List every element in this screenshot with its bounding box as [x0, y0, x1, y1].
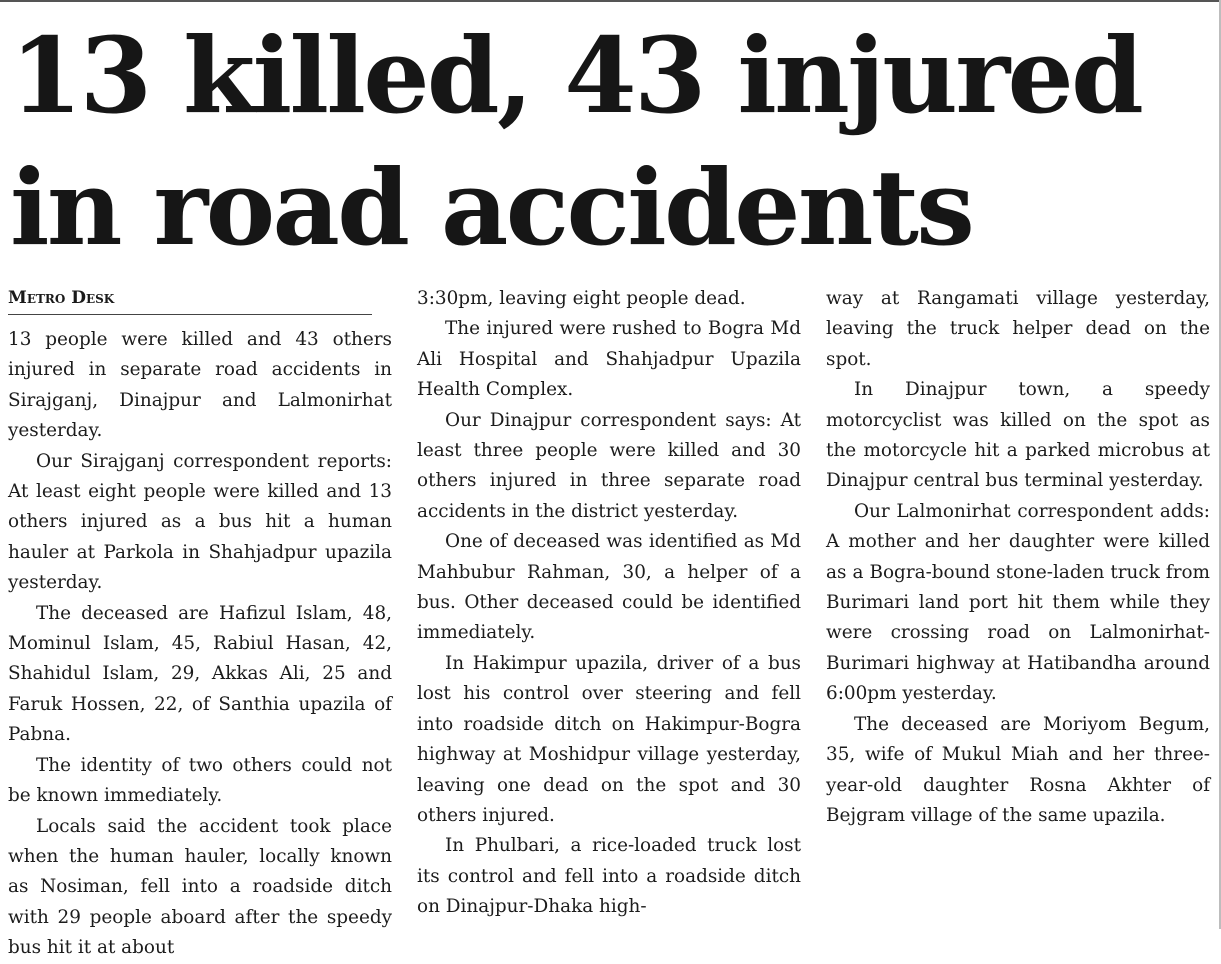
- paragraph: The identity of two others could not be known immediately.: [8, 754, 392, 807]
- column-3: [826, 284, 1210, 831]
- paragraph: The injured were rushed to Bogra Md Ali Hospital and Shahjadpur Upazila Health Complex.: [417, 318, 801, 401]
- paragraph: The deceased are Moriyom Begum, 35, wife of Mukul Miah and her three-year-old daughter Rosna Akhter of Bejgram village of the same upazila.: [826, 713, 1210, 826]
- byline: Metro Desk: [8, 288, 115, 308]
- paragraph: In Dinajpur town, a speedy motorcyclist was killed on the spot as the motorcycle hit a parked microbus at Dinajpur central bus terminal yesterday.: [826, 379, 1210, 492]
- byline-rule: [8, 314, 372, 315]
- column-1: [8, 284, 392, 964]
- headline: 13 killed, 43 injured in road accidents: [10, 14, 1142, 269]
- paragraph: The deceased are Hafizul Islam, 48, Mominul Islam, 45, Rabiul Hasan, 42, Shahidul Islam, 29, Akkas Ali, 25 and Faruk Hossen, 22, of Santhia upazila of Pabna.: [8, 602, 392, 746]
- paragraph: Our Dinajpur correspondent says: At least three people were killed and 30 others injured in three separate road accidents in the district yesterday.: [417, 409, 801, 522]
- paragraph: Locals said the accident took place when the human hauler, locally known as Nosiman, fell into a roadside ditch with 29 people aboard after the speedy bus hit it at about: [8, 815, 392, 959]
- paragraph: One of deceased was identified as Md Mahbubur Rahman, 30, a helper of a bus. Other deceased could be identified immediately.: [417, 531, 801, 644]
- paragraph: In Hakimpur upazila, driver of a bus lost his control over steering and fell into roadside ditch on Hakimpur-Bogra highway at Moshidpur village yesterday, leaving one dead on the spot and 30 others injured.: [417, 652, 801, 826]
- top-rule: [0, 0, 1221, 2]
- paragraph: In Phulbari, a rice-loaded truck lost its control and fell into a roadside ditch on Dinajpur-Dhaka high-: [417, 835, 801, 918]
- paragraph: 13 people were killed and 43 others injured in separate road accidents in Sirajganj, Dinajpur and Lalmonirhat yesterday.: [8, 329, 392, 442]
- paragraph: way at Rangamati village yesterday, leaving the truck helper dead on the spot.: [826, 288, 1210, 370]
- paragraph: Our Lalmonirhat correspondent adds: A mother and her daughter were killed as a Bogra-bound stone-laden truck from Burimari land port hit them while they were crossing road on Lalmonirhat-Burimari highway at Hatibandha around 6:00pm yesterday.: [826, 500, 1210, 705]
- column-2: [417, 284, 801, 923]
- paragraph: 3:30pm, leaving eight people dead.: [417, 288, 746, 309]
- paragraph: Our Sirajganj correspondent reports: At least eight people were killed and 13 others injured as a bus hit a human hauler at Parkola in Shahjadpur upazila yesterday.: [8, 450, 392, 594]
